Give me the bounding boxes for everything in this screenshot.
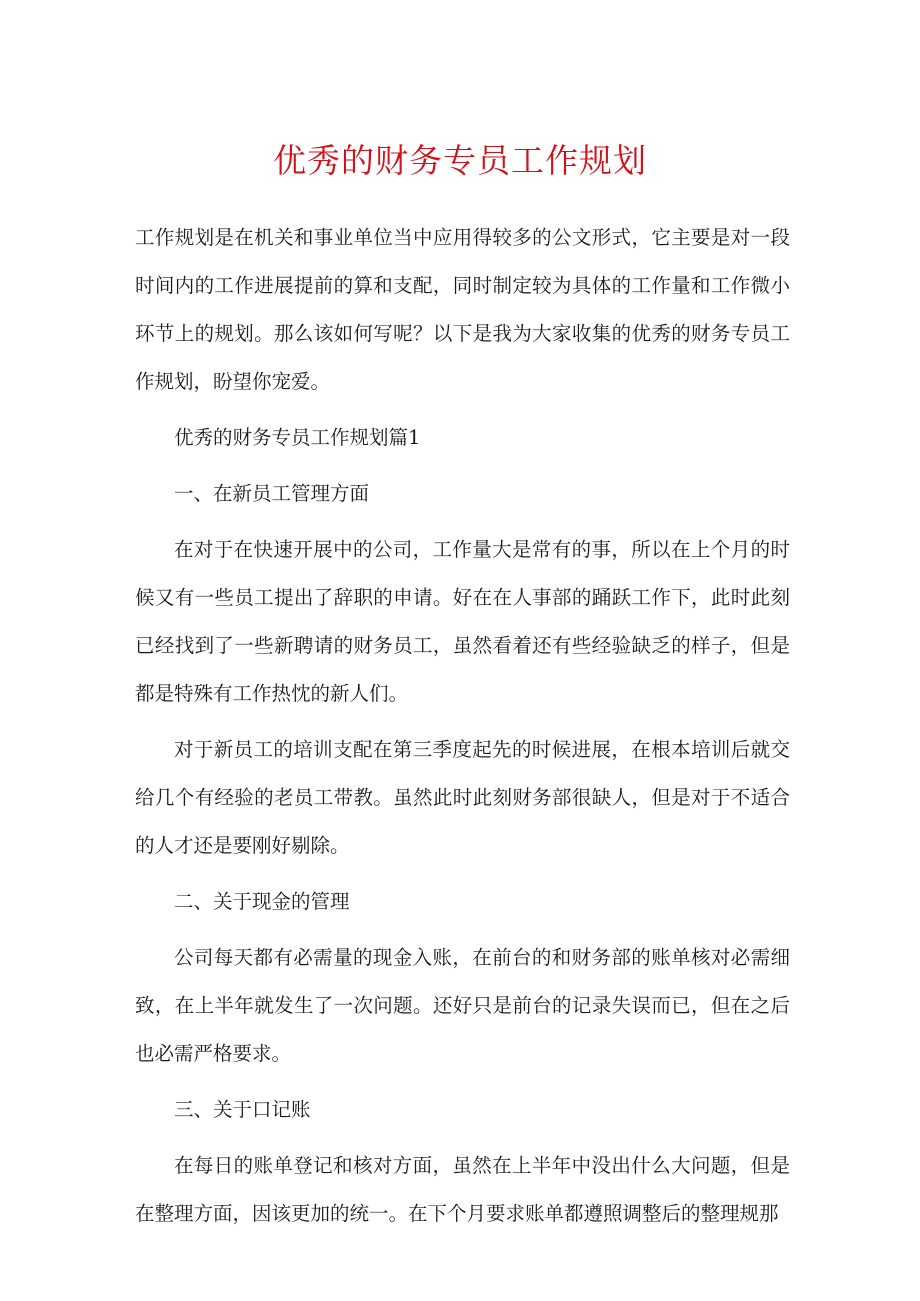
document-title: 优秀的财务专员工作规划: [273, 141, 647, 180]
subsection-heading: 三、关于口记账: [174, 1098, 311, 1121]
section-heading: 优秀的财务专员工作规划篇1: [174, 426, 421, 449]
body-paragraph: 对于新员工的培训支配在第三季度起先的时候进展，在根本培训后就交给几个有经验的老员工带教。虽然此时此刻财务部很缺人，但是对于不适合的人才还是要刚好剔除。: [135, 738, 790, 857]
intro-paragraph: 工作规划是在机关和事业单位当中应用得较多的公文形式，它主要是对一段时间内的工作进展提前的算和支配，同时制定较为具体的工作量和工作微小环节上的规划。那么该如何写呢？以下是我为大家收集的优秀的财务专员工作规划，盼望你宠爱。: [135, 226, 790, 393]
subsection-heading: 二、关于现金的管理: [174, 890, 350, 913]
body-paragraph: 在每日的账单登记和核对方面，虽然在上半年中没出什么大问题，但是在整理方面，因该更加的统一。在下个月要求账单都遵照调整后的整理规那: [135, 1154, 790, 1225]
subsection-heading: 一、在新员工管理方面: [174, 482, 370, 505]
body-paragraph: 公司每天都有必需量的现金入账，在前台的和财务部的账单核对必需细致，在上半年就发生了一次问题。还好只是前台的记录失误而已，但在之后也必需严格要求。: [135, 946, 790, 1065]
document-body: [135, 214, 790, 1246]
body-paragraph: 在对于在快速开展中的公司，工作量大是常有的事，所以在上个月的时候又有一些员工提出了辞职的申请。好在在人事部的踊跃工作下，此时此刻已经找到了一些新聘请的财务员工，虽然看着还有些经验缺乏的样子，但是都是特殊有工作热忱的新人们。: [135, 538, 790, 705]
